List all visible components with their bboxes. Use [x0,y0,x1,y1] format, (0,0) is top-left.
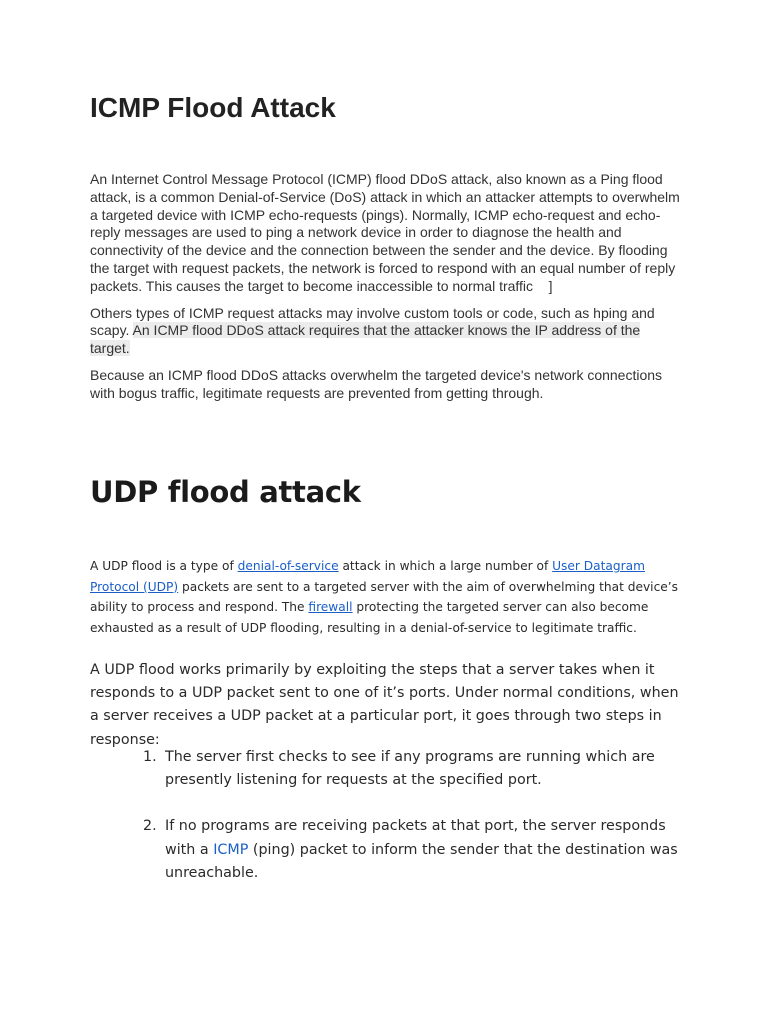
bracket-mark: ] [548,277,553,294]
list-number: 1. [143,749,157,765]
udp-intro-text-a: A UDP flood is a type of [90,559,238,573]
icmp-link[interactable]: ICMP [213,841,249,858]
icmp-section-body [90,171,680,412]
udp-works-paragraph: A UDP flood works primarily by exploiting the steps that a server takes when it responds to a UDP packet sent to one of it’s ports. Under normal conditions, when a server receives a UDP packet at a particular port, it goes through two steps in response: [90,662,679,748]
list-item [90,746,686,792]
udp-intro-text-b: attack in which a large number of [338,559,553,573]
udp-protocol-link[interactable]: User Datagram Protocol (UDP) [90,559,645,594]
icmp-paragraph-1 [90,171,680,296]
list-item-text-b: (ping) packet to inform the sender that the destination was unreachable. [165,841,678,881]
firewall-link[interactable]: firewall [308,600,353,615]
icmp-paragraph-1-text: An Internet Control Message Protocol (ICMP) flood DDoS attack, also known as a Ping flood attack, is a common Denial-of-Service (DoS) attack in which an attacker attempts to overwhelm a targeted device with ICMP echo-requests (pings). Normally, ICMP echo-request and echo-reply messages are used to ping a network device in order to diagnose the health and connectivity of the device and the connection between the sender and the device. By flooding the target with request packets, the network is forced to respond with an equal number of reply packets. This causes the target to become inaccessible to normal traffic [90,171,680,294]
icmp-heading: ICMP Flood Attack [90,92,336,123]
udp-intro-text-c: packets are sent to a targeted server with the aim of overwhelming that device’s ability to process and respond. The [90,579,678,615]
udp-heading: UDP flood attack [90,475,361,509]
icmp-paragraph-3: Because an ICMP flood DDoS attacks overwhelm the targeted device's network connections with bogus traffic, legitimate requests are prevented from getting through. [90,366,663,401]
denial-of-service-link[interactable]: denial-of-service [237,559,339,573]
udp-intro-text-d: protecting the targeted server can also become exhausted as a result of UDP flooding, resulting in a denial-of-service to legitimate traffic. [90,600,649,635]
list-number: 2. [143,818,157,835]
icmp-paragraph-2-text: Others types of ICMP request attacks may involve custom tools or code, such as hping and scapy. [90,304,655,339]
highlighted-sentence: An ICMP flood DDoS attack requires that the attacker knows the IP address of the target. [90,322,641,357]
list-item [90,815,686,885]
udp-steps-list [90,746,686,908]
udp-intro-paragraph [90,556,682,638]
list-item-text-a: If no programs are receiving packets at that port, the server responds with a [165,818,666,858]
icmp-paragraph-2 [90,305,680,358]
list-item-text: The server first checks to see if any programs are running which are presently listening for requests at the specified port. [165,749,655,789]
